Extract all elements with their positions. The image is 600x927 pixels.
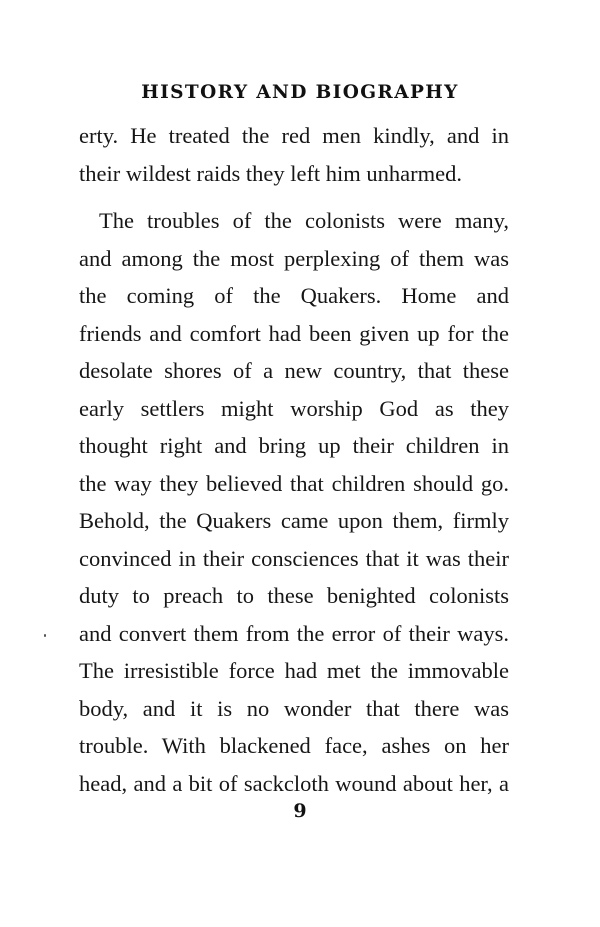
body-text <box>79 117 509 802</box>
paragraph-gap <box>79 192 509 202</box>
text-line: the coming of the Quakers. Home and <box>79 283 509 308</box>
text-line: The irresistible force had met the immovable <box>79 658 509 683</box>
page-number: 9 <box>293 800 307 822</box>
text-line: friends and comfort had been given up for the <box>79 320 509 346</box>
text-line: The troubles of the colonists were many, <box>99 208 509 233</box>
text-line: trouble. With blackened face, ashes on her <box>79 733 509 758</box>
text-line: and among the most perplexing of them was <box>79 245 509 271</box>
text-line: Behold, the Quakers came upon them, firmly <box>79 508 509 533</box>
text-line: erty. He treated the red men kindly, and in <box>79 123 509 148</box>
text-line: their wildest raids they left him unharmed. <box>79 160 463 186</box>
text-line: body, and it is no wonder that there was <box>79 695 509 721</box>
text-line: and convert them from the error of their ways. <box>79 620 509 646</box>
text-line: convinced in their consciences that it was their <box>79 545 509 571</box>
text-line: thought right and bring up their children in <box>79 433 509 458</box>
text-line: head, and a bit of sackcloth wound about her, a <box>79 770 509 796</box>
text-line: desolate shores of a new country, that these <box>79 358 509 383</box>
print-speck <box>44 634 46 637</box>
text-line: duty to preach to these benighted colonists <box>79 583 509 608</box>
text-line: the way they believed that children should go. <box>79 470 509 496</box>
text-line: early settlers might worship God as they <box>79 395 509 421</box>
running-head: HISTORY AND BIOGRAPHY <box>141 82 459 103</box>
